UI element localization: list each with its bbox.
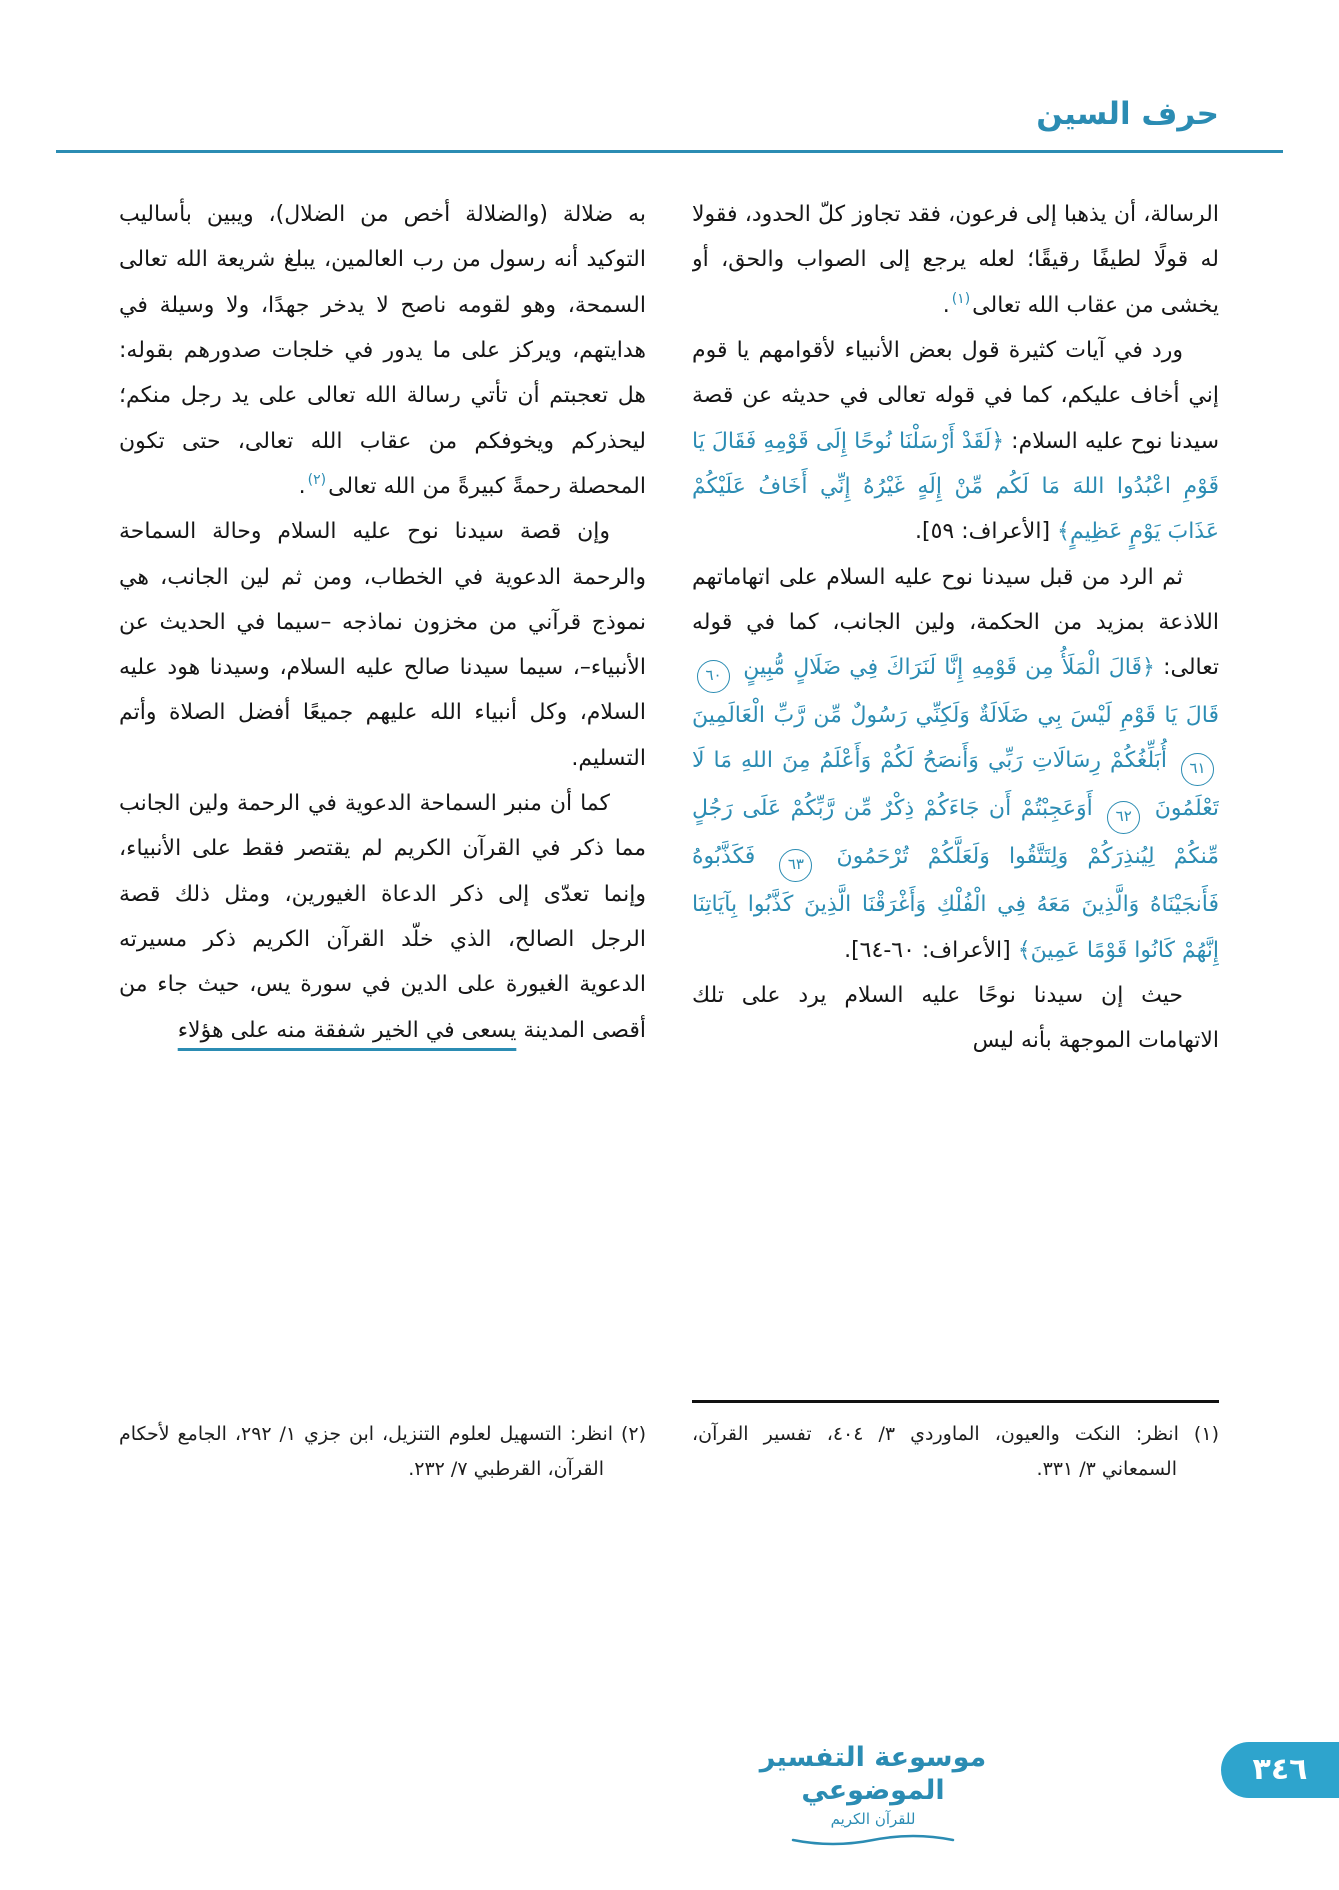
ayah-number: ٦١ xyxy=(1181,753,1214,786)
footnote-marker: (٢) xyxy=(307,471,327,488)
page-number-badge xyxy=(1221,1742,1339,1798)
column-right-footnotes xyxy=(692,1388,1219,1487)
quran-verse: أُبَلِّغُكُمْ رِسَالَاتِ رَبِّي وَأَنصَحُ لَكُمْ وَأَعْلَمُ مِنَ اللهِ مَا لَا تَعْلَمُونَ xyxy=(692,748,1219,822)
ayah-number: ٦٠ xyxy=(697,660,730,693)
ayah-number: ٦٢ xyxy=(1107,801,1140,834)
logo-subtitle: للقرآن الكريم xyxy=(830,1810,916,1828)
paragraph xyxy=(692,192,1219,328)
footnote: (٢) انظر: التسهيل لعلوم التنزيل، ابن جزي ١/ ٢٩٢، الجامع لأحكام القرآن، القرطبي ٧/ ٢٣٢. xyxy=(119,1422,646,1480)
quran-verse: قَالَ يَا قَوْمِ لَيْسَ بِي ضَلَالَةٌ وَلَكِنِّي رَسُولٌ مِّن رَّبِّ الْعَالَمِينَ xyxy=(692,703,1219,729)
column-right-text xyxy=(692,192,1219,1388)
footnote-separator xyxy=(692,1400,1219,1403)
quran-verse: ﴿لَقَدْ أَرْسَلْنَا نُوحًا إِلَى قَوْمِهِ فَقَالَ يَا قَوْمِ اعْبُدُوا اللهَ مَا لَكُم مِّنْ إِلَهٍ غَيْرُهُ إِنِّي أَخَافُ عَلَيْكُمْ عَذَابَ يَوْمٍ عَظِيمٍ﴾ xyxy=(692,428,1219,545)
page-number: ٣٤٦ xyxy=(1252,1752,1308,1787)
logo-flourish-icon xyxy=(788,1832,958,1848)
ayah-number: ٦٣ xyxy=(779,849,812,882)
verse-reference: [الأعراف: ٦٠-٦٤]. xyxy=(844,937,1018,963)
footnote-block xyxy=(119,1417,646,1487)
paragraph xyxy=(692,973,1219,1064)
body-text: . xyxy=(942,292,950,318)
header-rule xyxy=(56,150,1283,153)
body-text: كما أن منبر السماحة الدعوية في الرحمة ولين الجانب مما ذكر في القرآن الكريم لم يقتصر فقط على الأنبياء، وإنما تعدّى إلى ذكر الدعاة الغيورين، ومثل ذلك قصة الرجل الصالح، الذي خلّد القرآن الكريم ذكر مسيرته الدعوية الغيورة على الدين في سورة يس، حيث جاء من أقصى المدينة xyxy=(119,791,646,1043)
quran-verse: أَوَعَجِبْتُمْ أَن جَاءَكُمْ ذِكْرٌ مِّن رَّبِّكُمْ عَلَى رَجُلٍ مِّنكُمْ لِيُنذِرَكُمْ وَلِتَتَّقُوا وَلَعَلَّكُمْ تُرْحَمُونَ xyxy=(692,796,1219,870)
paragraph xyxy=(692,555,1219,974)
paragraph xyxy=(119,781,646,1053)
body-text: حيث إن سيدنا نوحًا عليه السلام يرد على تلك الاتهامات الموجهة بأنه ليس xyxy=(692,983,1219,1054)
quran-verse: فَكَذَّبُوهُ فَأَنجَيْنَاهُ وَالَّذِينَ مَعَهُ فِي الْفُلْكِ وَأَغْرَقْنَا الَّذِينَ كَذَّبُوا بِآيَاتِنَا إِنَّهُمْ كَانُوا قَوْمًا عَمِينَ﴾ xyxy=(692,844,1219,963)
body-text: . xyxy=(298,473,306,499)
section-letter-title: حرف السين xyxy=(1036,96,1219,132)
column-left xyxy=(119,192,646,1487)
underlined-text: يسعى في الخير شفقة منه على هؤلاء xyxy=(177,1017,517,1043)
body-text: ورد في آيات كثيرة قول بعض الأنبياء لأقوامهم يا قوم إني أخاف عليكم، كما في قوله تعالى في حديثه عن قصة سيدنا نوح عليه السلام: xyxy=(692,337,1219,454)
body-text: وإن قصة سيدنا نوح عليه السلام وحالة السماحة والرحمة الدعوية في الخطاب، ومن ثم لين الجانب، هي نموذج قرآني من مخزون نماذجه –سيما في الحديث عن الأنبياء–، سيما سيدنا صالح عليه السلام، وسيدنا هود عليه السلام، وكل أنبياء الله عليهم جميعًا أفضل الصلاة وأتم التسليم. xyxy=(119,519,646,771)
paragraph xyxy=(119,192,646,509)
body-text: ثم الرد من قبل سيدنا نوح عليه السلام على اتهاماتهم اللاذعة بمزيد من الحكمة، ولين الجانب، كما في قوله تعالى: xyxy=(692,564,1219,681)
logo-title: موسوعة التفسير الموضوعي xyxy=(759,1741,987,1807)
quran-verse: ﴿قَالَ الْمَلَأُ مِن قَوْمِهِ إِنَّا لَنَرَاكَ فِي ضَلَالٍ مُّبِينٍ xyxy=(735,655,1155,681)
publisher-logo xyxy=(743,1741,1003,1849)
page-content xyxy=(119,192,1219,1487)
body-text: به ضلالة (والضلالة أخص من الضلال)، ويبين بأساليب التوكيد أنه رسول من رب العالمين، يبلغ شريعة الله تعالى السمحة، وهو لقومه ناصح لا يدخر جهدًا، ولا وسيلة في هدايتهم، ويركز على ما يدور في خلجات صدورهم بقوله: هل تعجبتم أن تأتي رسالة الله تعالى على يد رجل منكم؛ ليحذركم ويخوفكم من عقاب الله تعالى، حتى تكون المحصلة رحمةً كبيرةً من الله تعالى xyxy=(119,202,646,499)
column-left-footnotes xyxy=(119,1413,646,1487)
verse-reference: [الأعراف: ٥٩]. xyxy=(915,519,1058,545)
column-right xyxy=(692,192,1219,1487)
column-left-text xyxy=(119,192,646,1413)
paragraph xyxy=(119,509,646,781)
footnote: (١) انظر: النكت والعيون، الماوردي ٣/ ٤٠٤، تفسير القرآن، السمعاني ٣/ ٣٣١. xyxy=(692,1422,1219,1480)
footnote-marker: (١) xyxy=(951,290,971,307)
footnote-block xyxy=(692,1417,1219,1487)
paragraph xyxy=(692,328,1219,555)
body-text: الرسالة، أن يذهبا إلى فرعون، فقد تجاوز كلّ الحدود، فقولا له قولًا لطيفًا رقيقًا؛ لعله يرجع إلى الصواب والحق، أو يخشى من عقاب الله تعالى xyxy=(692,202,1219,318)
